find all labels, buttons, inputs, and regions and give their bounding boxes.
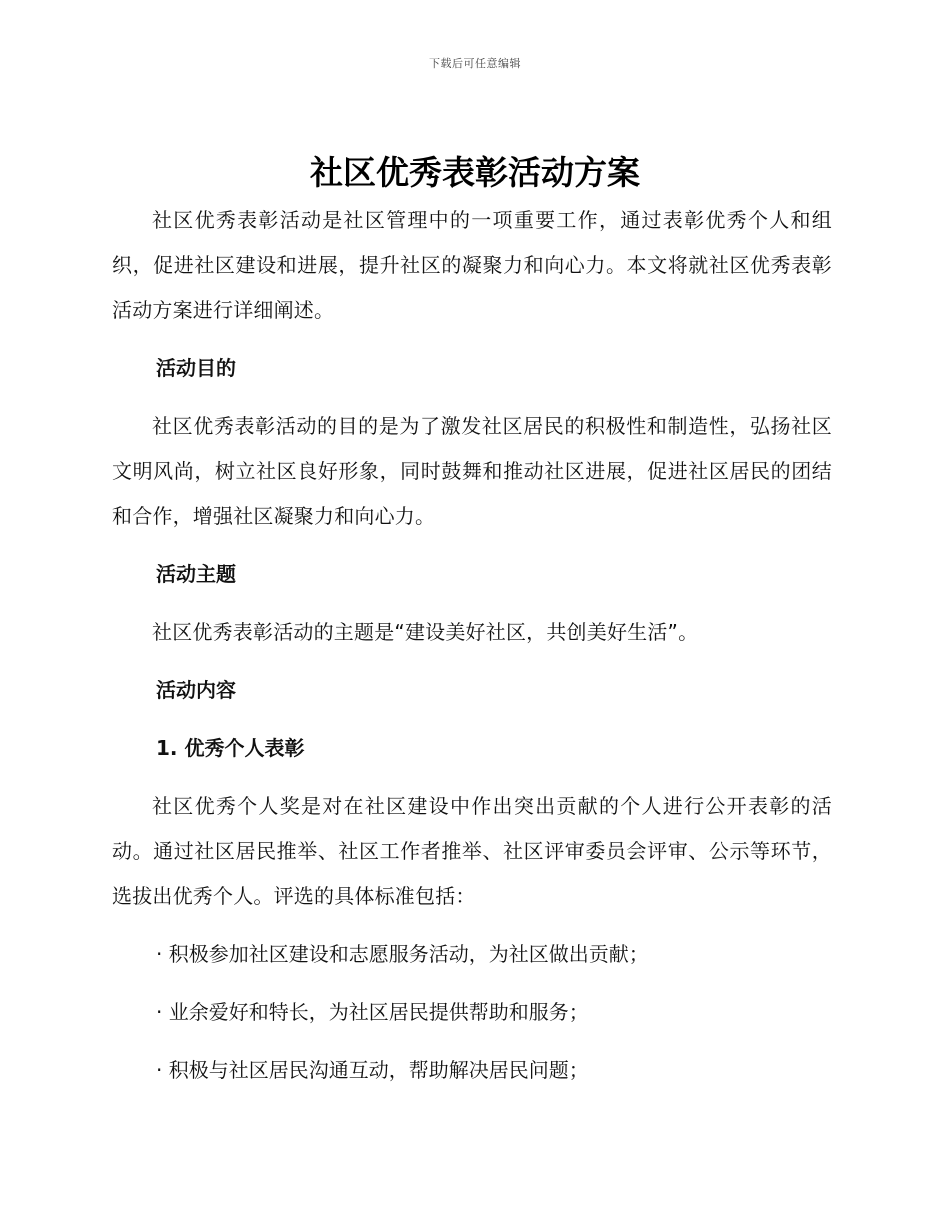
subsection-heading-individual-award: 1. 优秀个人表彰 — [156, 736, 305, 760]
criteria-list-item: · 积极与社区居民沟通互动，帮助解决居民问题； — [156, 1058, 589, 1082]
criteria-list-item: · 业余爱好和特长，为社区居民提供帮助和服务； — [156, 1000, 589, 1024]
document-body — [112, 198, 832, 1093]
subsection-paragraph-individual-award: 社区优秀个人奖是对在社区建设中作出突出贡献的个人进行公开表彰的活动。通过社区居民推举、社区工作者推举、社区评审委员会评审、公示等环节，选拔出优秀个人。评选的具体标准包括： — [112, 794, 832, 908]
section-paragraph-theme: 社区优秀表彰活动的主题是“建设美好社区，共创美好生活”。 — [152, 620, 699, 644]
criteria-list-item: · 积极参加社区建设和志愿服务活动，为社区做出贡献； — [156, 942, 649, 966]
page-header-note: 下载后可任意编辑 — [429, 57, 521, 70]
document-title: 社区优秀表彰活动方案 — [310, 153, 640, 192]
section-heading-content: 活动内容 — [156, 678, 236, 702]
intro-paragraph: 社区优秀表彰活动是社区管理中的一项重要工作，通过表彰优秀个人和组织，促进社区建设和进展，提升社区的凝聚力和向心力。本文将就社区优秀表彰活动方案进行详细阐述。 — [112, 208, 832, 322]
section-paragraph-purpose: 社区优秀表彰活动的目的是为了激发社区居民的积极性和制造性，弘扬社区文明风尚，树立社区良好形象，同时鼓舞和推动社区进展，促进社区居民的团结和合作，增强社区凝聚力和向心力。 — [112, 414, 832, 528]
section-heading-theme: 活动主题 — [156, 562, 236, 586]
section-heading-purpose: 活动目的 — [156, 356, 236, 380]
